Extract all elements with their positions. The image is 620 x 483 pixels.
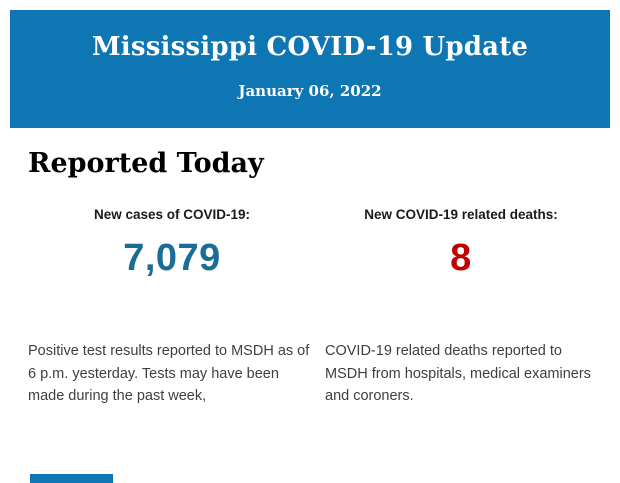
next-section-partial-block — [30, 474, 113, 483]
new-deaths-label: New COVID-19 related deaths: — [364, 207, 558, 222]
new-deaths-description: COVID-19 related deaths reported to MSDH from hospitals, medical examiners and coroners. — [325, 343, 591, 404]
main-content — [0, 148, 620, 408]
masthead — [10, 10, 610, 128]
new-cases-description: Positive test results reported to MSDH as of 6 p.m. yesterday. Tests may have been made during the past week, — [28, 343, 310, 404]
descriptions-row — [28, 340, 592, 408]
newsletter-title: Mississippi COVID-19 Update — [91, 32, 529, 62]
new-cases-value: 7,079 — [123, 237, 221, 279]
newsletter-date: January 06, 2022 — [238, 82, 382, 100]
stat-new-deaths — [325, 206, 597, 280]
stats-row — [28, 206, 592, 280]
new-deaths-value: 8 — [450, 237, 472, 279]
section-title: Reported Today — [28, 148, 264, 179]
stat-new-cases — [28, 206, 316, 280]
new-cases-label: New cases of COVID-19: — [93, 207, 251, 222]
